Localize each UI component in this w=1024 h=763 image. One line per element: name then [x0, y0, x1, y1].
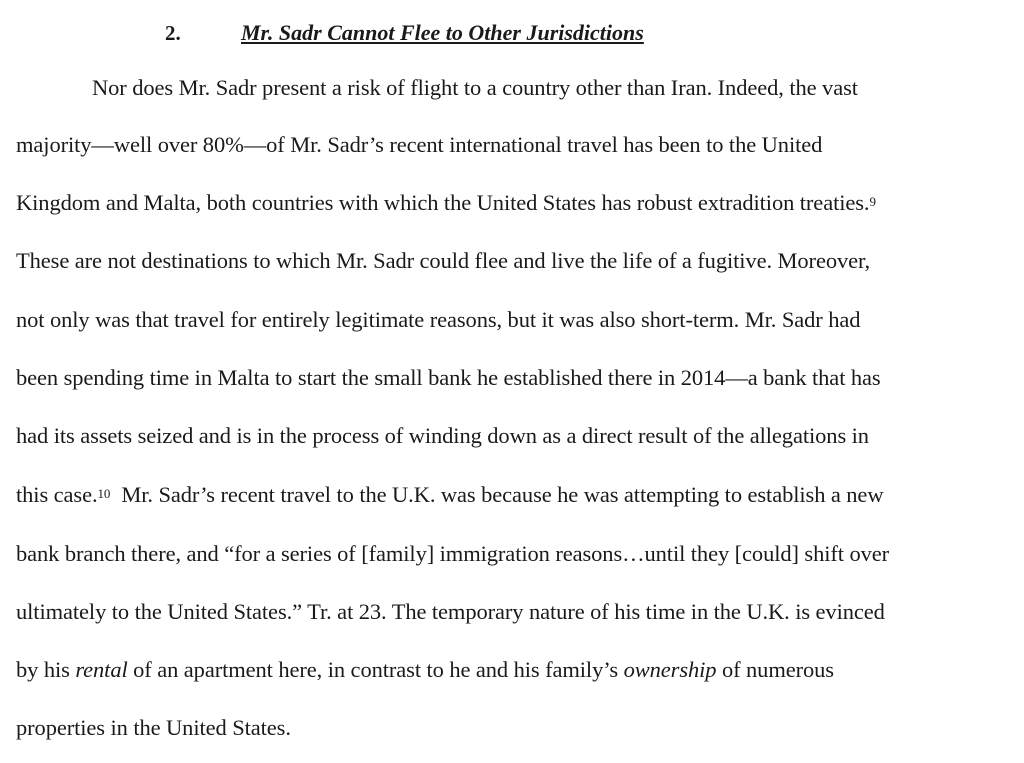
paragraph-line: bank branch there, and “for a series of [family] immigration reasons…until they [could] shift over [16, 541, 890, 566]
line-text: of an apartment here, in contrast to he and his family’s [127, 657, 624, 682]
line-text: of numerous [716, 657, 834, 682]
emphasis-rental: rental [75, 657, 128, 682]
line-text: by his [16, 657, 76, 682]
paragraph-line [16, 654, 1006, 686]
paragraph-line: These are not destinations to which Mr. Sadr could flee and live the life of a fugitive. Moreover, [16, 248, 871, 273]
line-text: Mr. Sadr’s recent travel to the U.K. was because he was attempting to establish a new [110, 482, 884, 507]
footnote-marker-10[interactable]: 10 [97, 486, 111, 501]
line-text: this case. [16, 482, 98, 507]
section-number: 2. [165, 21, 181, 45]
paragraph-line: had its assets seized and is in the process of winding down as a direct result of the allegations in [16, 423, 869, 448]
line-text: Kingdom and Malta, both countries with which the United States has robust extradition treaties. [16, 190, 870, 215]
footnote-marker-9[interactable]: 9 [869, 194, 876, 209]
paragraph-line: Nor does Mr. Sadr present a risk of flight to a country other than Iran. Indeed, the vast [92, 75, 858, 100]
paragraph-line: not only was that travel for entirely legitimate reasons, but it was also short-term. Mr. Sadr had [16, 307, 861, 332]
paragraph-line: properties in the United States. [16, 715, 291, 740]
paragraph-line: majority—well over 80%—of Mr. Sadr’s recent international travel has been to the United [16, 132, 823, 157]
paragraph-line [16, 187, 1006, 219]
paragraph-line [16, 479, 1006, 511]
emphasis-ownership: ownership [623, 657, 717, 682]
paragraph-line: been spending time in Malta to start the small bank he established there in 2014—a bank that has [16, 365, 881, 390]
section-title: Mr. Sadr Cannot Flee to Other Jurisdictions [241, 20, 644, 45]
section-heading [0, 18, 1024, 48]
paragraph-line: ultimately to the United States.” Tr. at 23. The temporary nature of his time in the U.K. is evinced [16, 599, 885, 624]
